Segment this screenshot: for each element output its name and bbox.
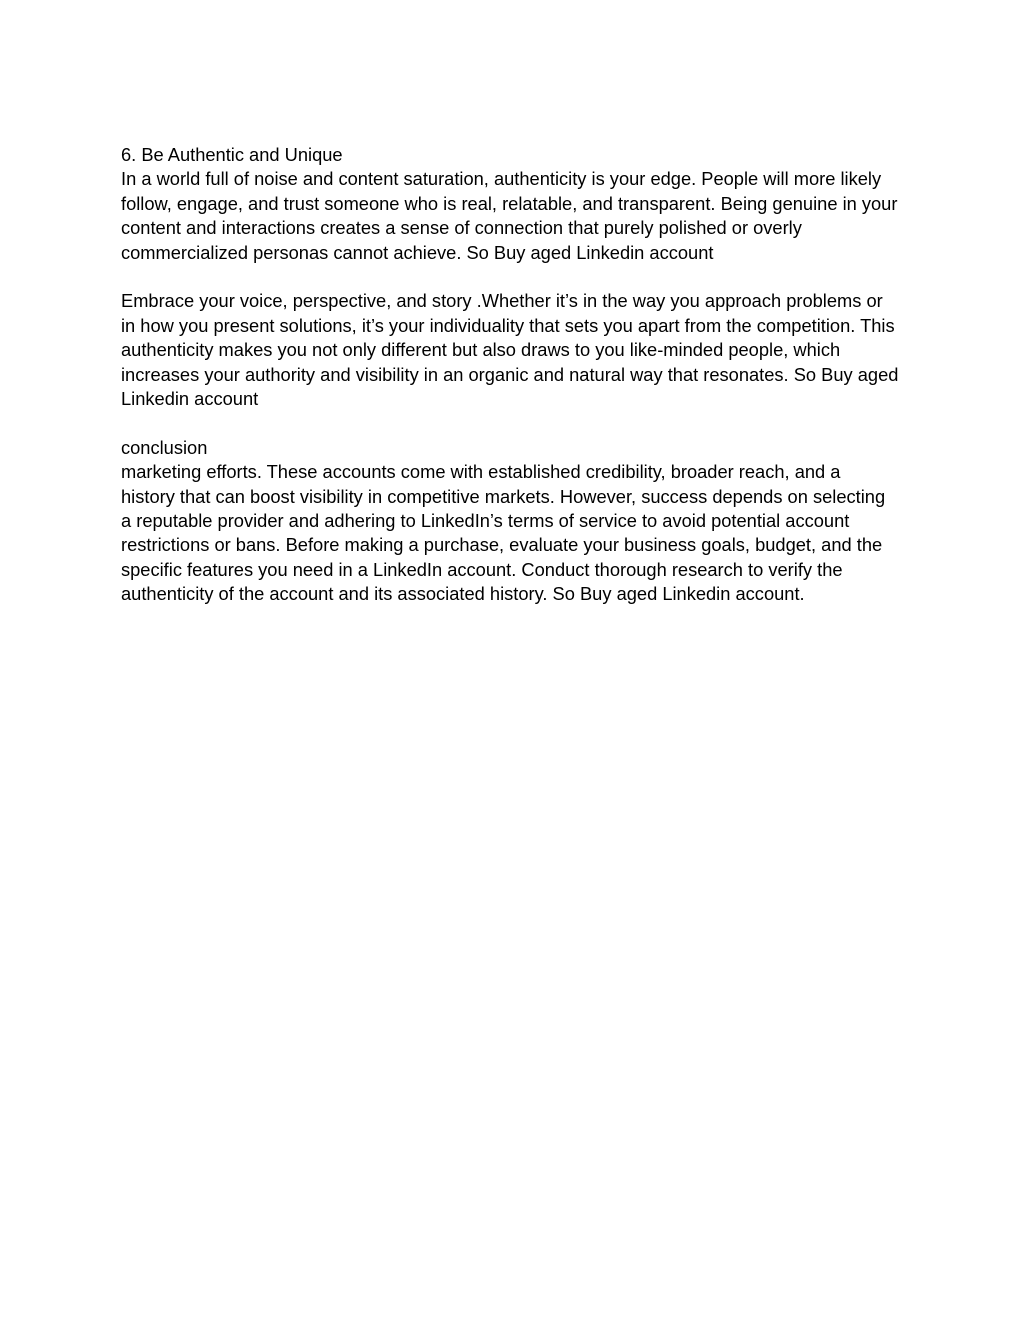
body-line: In a world full of noise and content saturation, authenticity is your edge. People will more likely xyxy=(121,168,882,190)
body-line: commercialized personas cannot achieve. So Buy aged Linkedin account xyxy=(121,241,714,263)
section-heading: 6. Be Authentic and Unique xyxy=(121,144,343,165)
body-line: authenticity of the account and its associated history. So Buy aged Linkedin account. xyxy=(121,583,805,605)
body-line: in how you present solutions, it’s your individuality that sets you apart from the competition. This xyxy=(121,314,895,336)
body-line: content and interactions creates a sense of connection that purely polished or overly xyxy=(121,217,802,239)
section-embrace-voice xyxy=(121,289,911,411)
body-line: increases your authority and visibility in an organic and natural way that resonates. So Buy aged xyxy=(121,363,899,385)
body-line: authenticity makes you not only different but also draws to you like-minded people, which xyxy=(121,339,841,361)
body-line: specific features you need in a LinkedIn account. Conduct thorough research to verify the xyxy=(121,558,843,580)
body-line: follow, engage, and trust someone who is real, relatable, and transparent. Being genuine in your xyxy=(121,192,898,214)
body-line: Embrace your voice, perspective, and story .Whether it’s in the way you approach problems or xyxy=(121,290,883,312)
body-line: Linkedin account xyxy=(121,388,259,410)
body-line: marketing efforts. These accounts come with established credibility, broader reach, and a xyxy=(121,461,841,483)
section-be-authentic xyxy=(121,143,911,265)
body-line: a reputable provider and adhering to LinkedIn’s terms of service to avoid potential account xyxy=(121,510,850,532)
document-page xyxy=(121,143,911,607)
body-line: restrictions or bans. Before making a purchase, evaluate your business goals, budget, and the xyxy=(121,534,883,556)
section-conclusion xyxy=(121,436,911,607)
body-line: history that can boost visibility in competitive markets. However, success depends on selecting xyxy=(121,485,886,507)
section-heading: conclusion xyxy=(121,436,208,458)
